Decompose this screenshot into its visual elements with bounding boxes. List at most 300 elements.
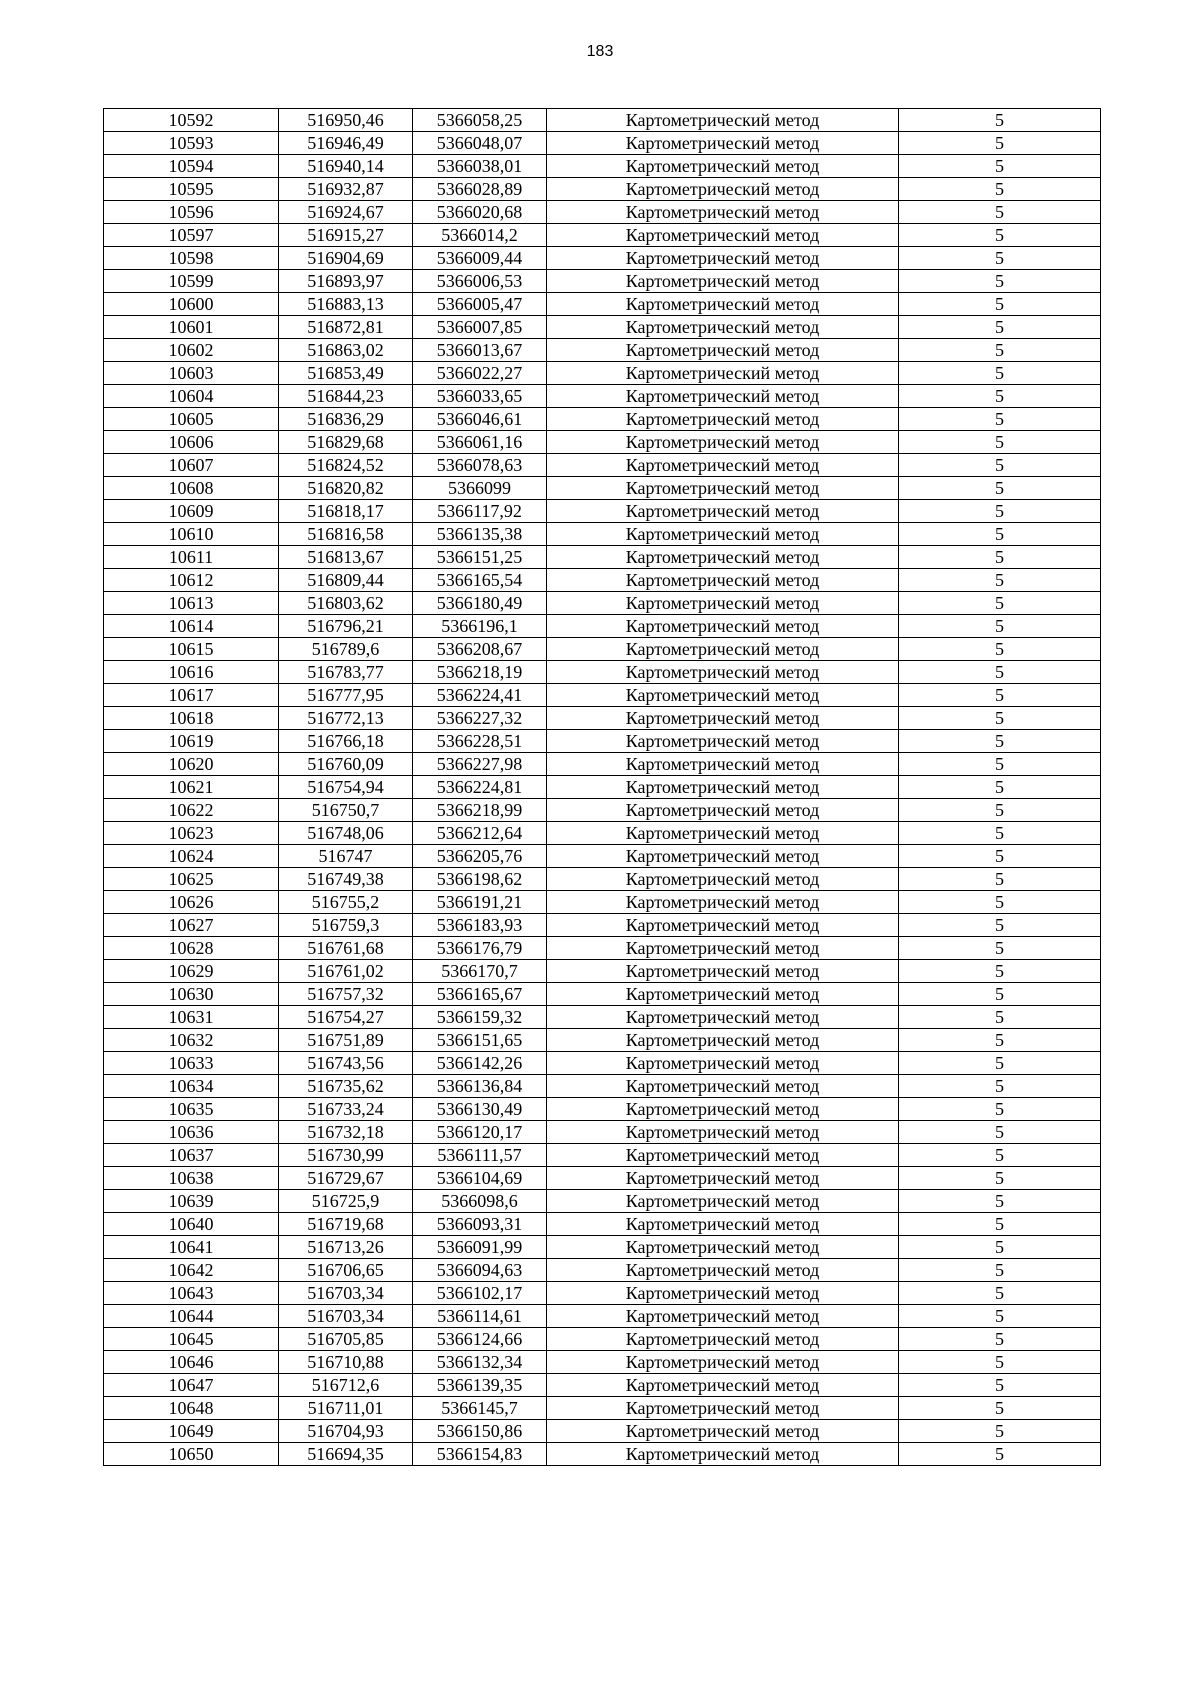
method-cell: Картометрический метод	[547, 1397, 899, 1420]
table-row	[104, 109, 1101, 132]
method-cell: Картометрический метод	[547, 362, 899, 385]
x-coordinate-cell: 516777,95	[279, 684, 413, 707]
y-coordinate-cell: 5366005,47	[413, 293, 547, 316]
accuracy-cell: 5	[899, 615, 1101, 638]
accuracy-cell: 5	[899, 730, 1101, 753]
x-coordinate-cell: 516704,93	[279, 1420, 413, 1443]
point-number-cell: 10619	[104, 730, 279, 753]
table-row	[104, 891, 1101, 914]
method-cell: Картометрический метод	[547, 1259, 899, 1282]
point-number-cell: 10608	[104, 477, 279, 500]
method-cell: Картометрический метод	[547, 1075, 899, 1098]
y-coordinate-cell: 5366013,67	[413, 339, 547, 362]
x-coordinate-cell: 516844,23	[279, 385, 413, 408]
y-coordinate-cell: 5366224,81	[413, 776, 547, 799]
y-coordinate-cell: 5366028,89	[413, 178, 547, 201]
y-coordinate-cell: 5366165,67	[413, 983, 547, 1006]
x-coordinate-cell: 516730,99	[279, 1144, 413, 1167]
method-cell: Картометрический метод	[547, 109, 899, 132]
accuracy-cell: 5	[899, 477, 1101, 500]
x-coordinate-cell: 516754,27	[279, 1006, 413, 1029]
method-cell: Картометрический метод	[547, 638, 899, 661]
method-cell: Картометрический метод	[547, 201, 899, 224]
y-coordinate-cell: 5366228,51	[413, 730, 547, 753]
method-cell: Картометрический метод	[547, 1236, 899, 1259]
accuracy-cell: 5	[899, 1052, 1101, 1075]
table-row	[104, 730, 1101, 753]
y-coordinate-cell: 5366227,98	[413, 753, 547, 776]
method-cell: Картометрический метод	[547, 316, 899, 339]
y-coordinate-cell: 5366117,92	[413, 500, 547, 523]
page-number: 183	[586, 43, 614, 60]
point-number-cell: 10637	[104, 1144, 279, 1167]
method-cell: Картометрический метод	[547, 500, 899, 523]
table-row	[104, 546, 1101, 569]
table-row	[104, 1190, 1101, 1213]
accuracy-cell: 5	[899, 661, 1101, 684]
method-cell: Картометрический метод	[547, 408, 899, 431]
x-coordinate-cell: 516725,9	[279, 1190, 413, 1213]
table-row	[104, 684, 1101, 707]
accuracy-cell: 5	[899, 753, 1101, 776]
accuracy-cell: 5	[899, 707, 1101, 730]
point-number-cell: 10630	[104, 983, 279, 1006]
accuracy-cell: 5	[899, 1144, 1101, 1167]
table-row	[104, 1052, 1101, 1075]
y-coordinate-cell: 5366224,41	[413, 684, 547, 707]
table-row	[104, 1213, 1101, 1236]
x-coordinate-cell: 516932,87	[279, 178, 413, 201]
method-cell: Картометрический метод	[547, 1121, 899, 1144]
y-coordinate-cell: 5366014,2	[413, 224, 547, 247]
table-row	[104, 523, 1101, 546]
point-number-cell: 10606	[104, 431, 279, 454]
method-cell: Картометрический метод	[547, 891, 899, 914]
y-coordinate-cell: 5366093,31	[413, 1213, 547, 1236]
y-coordinate-cell: 5366212,64	[413, 822, 547, 845]
y-coordinate-cell: 5366142,26	[413, 1052, 547, 1075]
table-row	[104, 293, 1101, 316]
table-row	[104, 1351, 1101, 1374]
table-row	[104, 1420, 1101, 1443]
method-cell: Картометрический метод	[547, 569, 899, 592]
accuracy-cell: 5	[899, 293, 1101, 316]
accuracy-cell: 5	[899, 1259, 1101, 1282]
table-row	[104, 1443, 1101, 1466]
x-coordinate-cell: 516750,7	[279, 799, 413, 822]
table-row	[104, 845, 1101, 868]
point-number-cell: 10615	[104, 638, 279, 661]
accuracy-cell: 5	[899, 592, 1101, 615]
x-coordinate-cell: 516883,13	[279, 293, 413, 316]
table-row	[104, 638, 1101, 661]
y-coordinate-cell: 5366124,66	[413, 1328, 547, 1351]
method-cell: Картометрический метод	[547, 385, 899, 408]
method-cell: Картометрический метод	[547, 477, 899, 500]
point-number-cell: 10638	[104, 1167, 279, 1190]
accuracy-cell: 5	[899, 1328, 1101, 1351]
table-row	[104, 155, 1101, 178]
method-cell: Картометрический метод	[547, 1144, 899, 1167]
y-coordinate-cell: 5366120,17	[413, 1121, 547, 1144]
point-number-cell: 10634	[104, 1075, 279, 1098]
y-coordinate-cell: 5366196,1	[413, 615, 547, 638]
y-coordinate-cell: 5366022,27	[413, 362, 547, 385]
point-number-cell: 10640	[104, 1213, 279, 1236]
method-cell: Картометрический метод	[547, 1098, 899, 1121]
accuracy-cell: 5	[899, 132, 1101, 155]
method-cell: Картометрический метод	[547, 523, 899, 546]
method-cell: Картометрический метод	[547, 684, 899, 707]
y-coordinate-cell: 5366009,44	[413, 247, 547, 270]
y-coordinate-cell: 5366058,25	[413, 109, 547, 132]
x-coordinate-cell: 516706,65	[279, 1259, 413, 1282]
x-coordinate-cell: 516813,67	[279, 546, 413, 569]
x-coordinate-cell: 516820,82	[279, 477, 413, 500]
x-coordinate-cell: 516710,88	[279, 1351, 413, 1374]
point-number-cell: 10627	[104, 914, 279, 937]
y-coordinate-cell: 5366033,65	[413, 385, 547, 408]
accuracy-cell: 5	[899, 937, 1101, 960]
method-cell: Картометрический метод	[547, 914, 899, 937]
point-number-cell: 10612	[104, 569, 279, 592]
x-coordinate-cell: 516803,62	[279, 592, 413, 615]
point-number-cell: 10633	[104, 1052, 279, 1075]
table-row	[104, 592, 1101, 615]
accuracy-cell: 5	[899, 500, 1101, 523]
point-number-cell: 10617	[104, 684, 279, 707]
accuracy-cell: 5	[899, 247, 1101, 270]
point-number-cell: 10647	[104, 1374, 279, 1397]
y-coordinate-cell: 5366180,49	[413, 592, 547, 615]
x-coordinate-cell: 516747	[279, 845, 413, 868]
x-coordinate-cell: 516757,32	[279, 983, 413, 1006]
point-number-cell: 10648	[104, 1397, 279, 1420]
method-cell: Картометрический метод	[547, 845, 899, 868]
table-row	[104, 1282, 1101, 1305]
point-number-cell: 10628	[104, 937, 279, 960]
accuracy-cell: 5	[899, 316, 1101, 339]
x-coordinate-cell: 516694,35	[279, 1443, 413, 1466]
y-coordinate-cell: 5366198,62	[413, 868, 547, 891]
accuracy-cell: 5	[899, 1167, 1101, 1190]
accuracy-cell: 5	[899, 1282, 1101, 1305]
table-row	[104, 178, 1101, 201]
method-cell: Картометрический метод	[547, 1190, 899, 1213]
point-number-cell: 10616	[104, 661, 279, 684]
y-coordinate-cell: 5366154,83	[413, 1443, 547, 1466]
method-cell: Картометрический метод	[547, 247, 899, 270]
y-coordinate-cell: 5366136,84	[413, 1075, 547, 1098]
accuracy-cell: 5	[899, 546, 1101, 569]
table-row	[104, 385, 1101, 408]
x-coordinate-cell: 516703,34	[279, 1282, 413, 1305]
method-cell: Картометрический метод	[547, 1420, 899, 1443]
point-number-cell: 10594	[104, 155, 279, 178]
x-coordinate-cell: 516940,14	[279, 155, 413, 178]
y-coordinate-cell: 5366111,57	[413, 1144, 547, 1167]
point-number-cell: 10603	[104, 362, 279, 385]
x-coordinate-cell: 516743,56	[279, 1052, 413, 1075]
point-number-cell: 10622	[104, 799, 279, 822]
y-coordinate-cell: 5366046,61	[413, 408, 547, 431]
x-coordinate-cell: 516829,68	[279, 431, 413, 454]
accuracy-cell: 5	[899, 339, 1101, 362]
y-coordinate-cell: 5366191,21	[413, 891, 547, 914]
y-coordinate-cell: 5366205,76	[413, 845, 547, 868]
accuracy-cell: 5	[899, 638, 1101, 661]
y-coordinate-cell: 5366132,34	[413, 1351, 547, 1374]
point-number-cell: 10636	[104, 1121, 279, 1144]
table-row	[104, 1098, 1101, 1121]
method-cell: Картометрический метод	[547, 661, 899, 684]
y-coordinate-cell: 5366098,6	[413, 1190, 547, 1213]
method-cell: Картометрический метод	[547, 937, 899, 960]
y-coordinate-cell: 5366091,99	[413, 1236, 547, 1259]
point-number-cell: 10595	[104, 178, 279, 201]
table-row	[104, 822, 1101, 845]
table-row	[104, 776, 1101, 799]
accuracy-cell: 5	[899, 569, 1101, 592]
point-number-cell: 10623	[104, 822, 279, 845]
y-coordinate-cell: 5366104,69	[413, 1167, 547, 1190]
accuracy-cell: 5	[899, 1075, 1101, 1098]
point-number-cell: 10642	[104, 1259, 279, 1282]
point-number-cell: 10614	[104, 615, 279, 638]
point-number-cell: 10644	[104, 1305, 279, 1328]
y-coordinate-cell: 5366139,35	[413, 1374, 547, 1397]
accuracy-cell: 5	[899, 960, 1101, 983]
y-coordinate-cell: 5366114,61	[413, 1305, 547, 1328]
y-coordinate-cell: 5366159,32	[413, 1006, 547, 1029]
y-coordinate-cell: 5366208,67	[413, 638, 547, 661]
accuracy-cell: 5	[899, 1351, 1101, 1374]
y-coordinate-cell: 5366218,19	[413, 661, 547, 684]
accuracy-cell: 5	[899, 1305, 1101, 1328]
x-coordinate-cell: 516915,27	[279, 224, 413, 247]
point-number-cell: 10602	[104, 339, 279, 362]
accuracy-cell: 5	[899, 523, 1101, 546]
table-row	[104, 362, 1101, 385]
y-coordinate-cell: 5366176,79	[413, 937, 547, 960]
accuracy-cell: 5	[899, 1190, 1101, 1213]
x-coordinate-cell: 516872,81	[279, 316, 413, 339]
table-row	[104, 914, 1101, 937]
point-number-cell: 10600	[104, 293, 279, 316]
y-coordinate-cell: 5366151,65	[413, 1029, 547, 1052]
x-coordinate-cell: 516766,18	[279, 730, 413, 753]
table-row	[104, 132, 1101, 155]
accuracy-cell: 5	[899, 868, 1101, 891]
method-cell: Картометрический метод	[547, 1052, 899, 1075]
method-cell: Картометрический метод	[547, 983, 899, 1006]
x-coordinate-cell: 516818,17	[279, 500, 413, 523]
method-cell: Картометрический метод	[547, 1213, 899, 1236]
table-row	[104, 201, 1101, 224]
table-row	[104, 1259, 1101, 1282]
table-row	[104, 408, 1101, 431]
point-number-cell: 10597	[104, 224, 279, 247]
method-cell: Картометрический метод	[547, 1305, 899, 1328]
table-row	[104, 1121, 1101, 1144]
table-row	[104, 569, 1101, 592]
method-cell: Картометрический метод	[547, 1006, 899, 1029]
point-number-cell: 10592	[104, 109, 279, 132]
x-coordinate-cell: 516809,44	[279, 569, 413, 592]
point-number-cell: 10601	[104, 316, 279, 339]
accuracy-cell: 5	[899, 1006, 1101, 1029]
y-coordinate-cell: 5366007,85	[413, 316, 547, 339]
x-coordinate-cell: 516761,02	[279, 960, 413, 983]
x-coordinate-cell: 516711,01	[279, 1397, 413, 1420]
table-row	[104, 1006, 1101, 1029]
x-coordinate-cell: 516713,26	[279, 1236, 413, 1259]
accuracy-cell: 5	[899, 1213, 1101, 1236]
y-coordinate-cell: 5366020,68	[413, 201, 547, 224]
table-row	[104, 1075, 1101, 1098]
x-coordinate-cell: 516904,69	[279, 247, 413, 270]
point-number-cell: 10631	[104, 1006, 279, 1029]
x-coordinate-cell: 516751,89	[279, 1029, 413, 1052]
accuracy-cell: 5	[899, 891, 1101, 914]
accuracy-cell: 5	[899, 776, 1101, 799]
x-coordinate-cell: 516749,38	[279, 868, 413, 891]
accuracy-cell: 5	[899, 799, 1101, 822]
accuracy-cell: 5	[899, 914, 1101, 937]
point-number-cell: 10620	[104, 753, 279, 776]
y-coordinate-cell: 5366099	[413, 477, 547, 500]
point-number-cell: 10596	[104, 201, 279, 224]
accuracy-cell: 5	[899, 1420, 1101, 1443]
table-row	[104, 799, 1101, 822]
table-row	[104, 1167, 1101, 1190]
table-row	[104, 224, 1101, 247]
method-cell: Картометрический метод	[547, 546, 899, 569]
accuracy-cell: 5	[899, 684, 1101, 707]
accuracy-cell: 5	[899, 270, 1101, 293]
accuracy-cell: 5	[899, 408, 1101, 431]
method-cell: Картометрический метод	[547, 224, 899, 247]
x-coordinate-cell: 516719,68	[279, 1213, 413, 1236]
y-coordinate-cell: 5366170,7	[413, 960, 547, 983]
table-row	[104, 1328, 1101, 1351]
point-number-cell: 10598	[104, 247, 279, 270]
accuracy-cell: 5	[899, 362, 1101, 385]
x-coordinate-cell: 516760,09	[279, 753, 413, 776]
y-coordinate-cell: 5366102,17	[413, 1282, 547, 1305]
method-cell: Картометрический метод	[547, 454, 899, 477]
x-coordinate-cell: 516796,21	[279, 615, 413, 638]
y-coordinate-cell: 5366183,93	[413, 914, 547, 937]
point-number-cell: 10639	[104, 1190, 279, 1213]
method-cell: Картометрический метод	[547, 1167, 899, 1190]
point-number-cell: 10609	[104, 500, 279, 523]
accuracy-cell: 5	[899, 201, 1101, 224]
point-number-cell: 10626	[104, 891, 279, 914]
table-row	[104, 1397, 1101, 1420]
x-coordinate-cell: 516759,3	[279, 914, 413, 937]
method-cell: Картометрический метод	[547, 730, 899, 753]
accuracy-cell: 5	[899, 1374, 1101, 1397]
method-cell: Картометрический метод	[547, 293, 899, 316]
x-coordinate-cell: 516733,24	[279, 1098, 413, 1121]
table-row	[104, 937, 1101, 960]
point-number-cell: 10604	[104, 385, 279, 408]
accuracy-cell: 5	[899, 431, 1101, 454]
point-number-cell: 10645	[104, 1328, 279, 1351]
method-cell: Картометрический метод	[547, 592, 899, 615]
method-cell: Картометрический метод	[547, 1282, 899, 1305]
method-cell: Картометрический метод	[547, 270, 899, 293]
method-cell: Картометрический метод	[547, 431, 899, 454]
table-row	[104, 431, 1101, 454]
point-number-cell: 10635	[104, 1098, 279, 1121]
x-coordinate-cell: 516893,97	[279, 270, 413, 293]
point-number-cell: 10613	[104, 592, 279, 615]
method-cell: Картометрический метод	[547, 1029, 899, 1052]
method-cell: Картометрический метод	[547, 822, 899, 845]
y-coordinate-cell: 5366145,7	[413, 1397, 547, 1420]
x-coordinate-cell: 516755,2	[279, 891, 413, 914]
point-number-cell: 10621	[104, 776, 279, 799]
x-coordinate-cell: 516761,68	[279, 937, 413, 960]
y-coordinate-cell: 5366130,49	[413, 1098, 547, 1121]
method-cell: Картометрический метод	[547, 868, 899, 891]
table-row	[104, 270, 1101, 293]
x-coordinate-cell: 516772,13	[279, 707, 413, 730]
table-row	[104, 868, 1101, 891]
point-number-cell: 10649	[104, 1420, 279, 1443]
point-number-cell: 10641	[104, 1236, 279, 1259]
table-row	[104, 454, 1101, 477]
method-cell: Картометрический метод	[547, 776, 899, 799]
x-coordinate-cell: 516950,46	[279, 109, 413, 132]
y-coordinate-cell: 5366048,07	[413, 132, 547, 155]
method-cell: Картометрический метод	[547, 615, 899, 638]
coordinates-table-body	[104, 109, 1101, 1466]
table-row	[104, 615, 1101, 638]
y-coordinate-cell: 5366227,32	[413, 707, 547, 730]
x-coordinate-cell: 516754,94	[279, 776, 413, 799]
y-coordinate-cell: 5366151,25	[413, 546, 547, 569]
point-number-cell: 10650	[104, 1443, 279, 1466]
accuracy-cell: 5	[899, 109, 1101, 132]
point-number-cell: 10624	[104, 845, 279, 868]
point-number-cell: 10625	[104, 868, 279, 891]
x-coordinate-cell: 516729,67	[279, 1167, 413, 1190]
table-row	[104, 339, 1101, 362]
table-row	[104, 1236, 1101, 1259]
accuracy-cell: 5	[899, 1121, 1101, 1144]
x-coordinate-cell: 516735,62	[279, 1075, 413, 1098]
coordinates-table	[103, 108, 1101, 1466]
y-coordinate-cell: 5366135,38	[413, 523, 547, 546]
table-row	[104, 960, 1101, 983]
accuracy-cell: 5	[899, 155, 1101, 178]
accuracy-cell: 5	[899, 1443, 1101, 1466]
y-coordinate-cell: 5366218,99	[413, 799, 547, 822]
accuracy-cell: 5	[899, 1236, 1101, 1259]
point-number-cell: 10643	[104, 1282, 279, 1305]
y-coordinate-cell: 5366038,01	[413, 155, 547, 178]
x-coordinate-cell: 516789,6	[279, 638, 413, 661]
point-number-cell: 10599	[104, 270, 279, 293]
y-coordinate-cell: 5366061,16	[413, 431, 547, 454]
x-coordinate-cell: 516748,06	[279, 822, 413, 845]
table-row	[104, 1144, 1101, 1167]
x-coordinate-cell: 516732,18	[279, 1121, 413, 1144]
point-number-cell: 10629	[104, 960, 279, 983]
